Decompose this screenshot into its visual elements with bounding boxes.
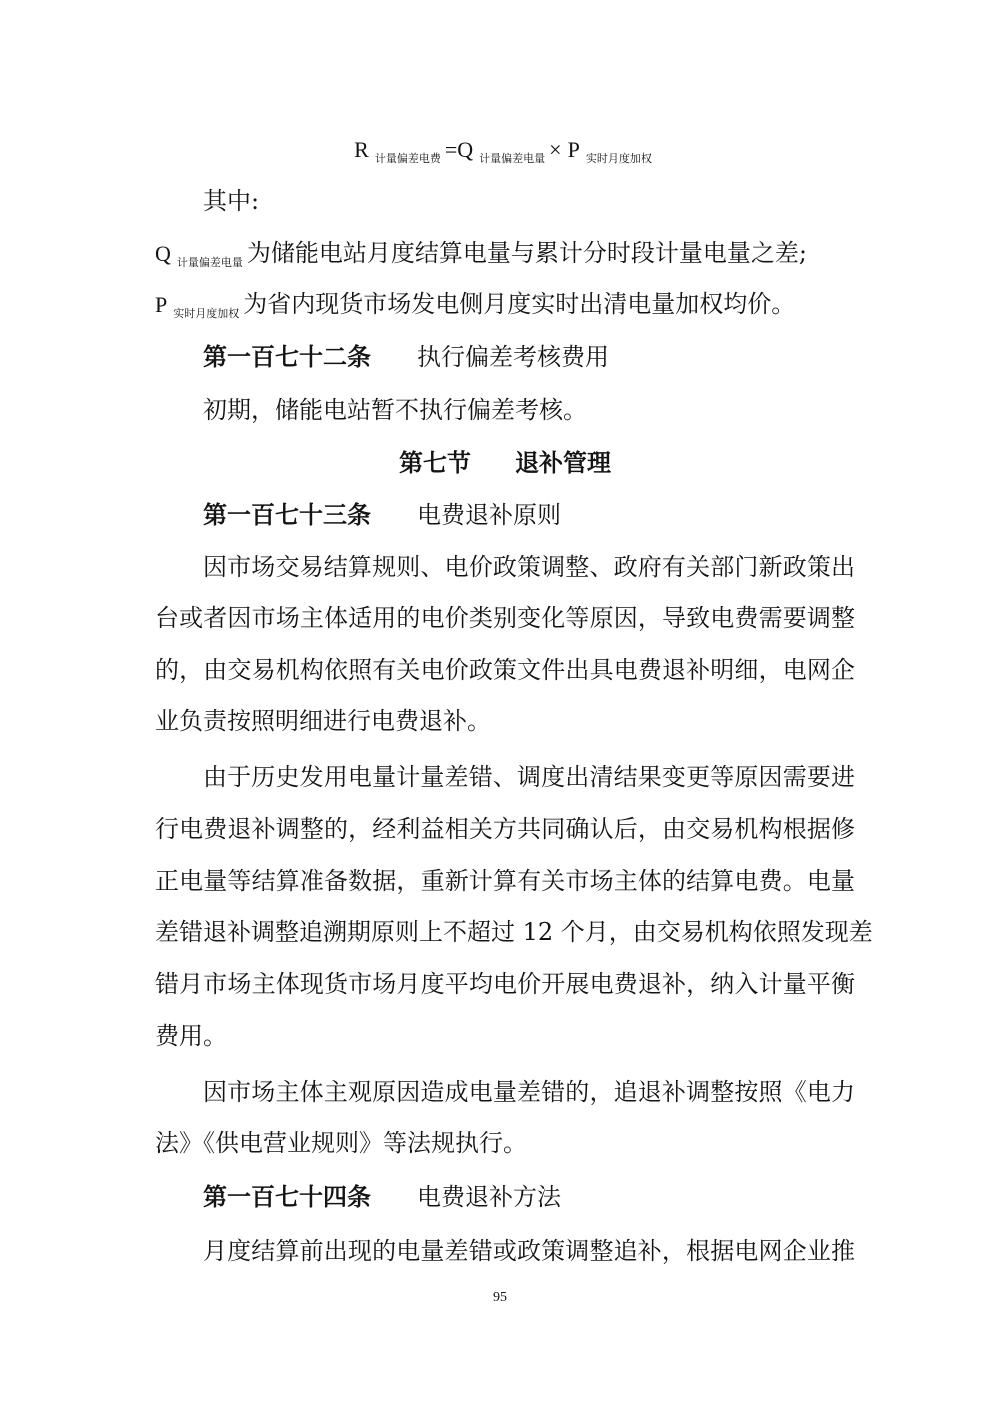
article-173-para2-line6: 费用。 — [155, 1022, 227, 1050]
article-173-para1-line3: 的，由交易机构依照有关电价政策文件出具电费退补明细，电网企 — [155, 656, 855, 684]
article-173-para1-line2: 台或者因市场主体适用的电价类别变化等原因，导致电费需要调整 — [155, 604, 855, 632]
article-173-title: 电费退补原则 — [417, 501, 561, 529]
definition-q — [155, 238, 855, 273]
article-173-para3-line1: 因市场主体主观原因造成电量差错的，追退补调整按照《电力 — [203, 1078, 855, 1106]
article-172-number: 第一百七十二条 — [203, 342, 371, 371]
formula-p-subscript: 实时月度加权 — [585, 153, 652, 165]
article-173-para3-line2: 法》《供电营业规则》等法规执行。 — [155, 1129, 527, 1157]
article-173-number: 第一百七十三条 — [203, 500, 371, 529]
article-173-para2-line2: 行电费退补调整的，经利益相关方共同确认后，由交易机构根据修 — [155, 815, 855, 843]
formula-r-subscript: 计量偏差电费 — [374, 153, 441, 165]
article-174-title: 电费退补方法 — [417, 1183, 561, 1211]
definition-q-text: 为储能电站月度结算电量与累计分时段计量电量之差; — [246, 239, 807, 267]
definition-q-subscript: 计量偏差电量 — [176, 256, 243, 269]
definition-p-subscript: 实时月度加权 — [173, 307, 240, 320]
where-label: 其中: — [203, 187, 260, 215]
article-173-para2-line4: 差错退补调整追溯期原则上不超过 12 个月，由交易机构依照发现差 — [155, 918, 873, 946]
formula-equals: = — [444, 137, 458, 162]
article-173-para2-line1: 由于历史发用电量计量差错、调度出清结果变更等原因需要进 — [203, 763, 855, 791]
article-174-number: 第一百七十四条 — [203, 1182, 371, 1211]
article-172-body: 初期，储能电站暂不执行偏差考核。 — [203, 396, 587, 424]
section-7-heading — [155, 448, 855, 478]
article-172-heading — [203, 342, 855, 372]
definition-q-symbol: Q — [155, 241, 171, 266]
section-7-title: 退补管理 — [515, 448, 611, 477]
definition-p-text: 为省内现货市场发电侧月度实时出清电量加权均价。 — [243, 290, 796, 318]
article-173-para2-line3: 正电量等结算准备数据，重新计算有关市场主体的结算电费。电量 — [155, 867, 855, 895]
definition-p — [155, 289, 855, 324]
formula-q-subscript: 计量偏差电量 — [479, 153, 546, 165]
article-173-para1-line4: 业负责按照明细进行电费退补。 — [155, 707, 491, 735]
article-173-para2-line5: 错月市场主体现货市场月度平均电价开展电费退补，纳入计量平衡 — [155, 970, 855, 998]
article-174-para1-line1: 月度结算前出现的电量差错或政策调整追补，根据电网企业推 — [203, 1237, 855, 1265]
article-172-title: 执行偏差考核费用 — [417, 343, 609, 371]
page-number: 95 — [493, 1290, 507, 1305]
section-7-number: 第七节 — [399, 448, 471, 477]
article-173-heading — [203, 500, 855, 530]
formula-q: Q — [457, 137, 474, 162]
article-173-para1-line1: 因市场交易结算规则、电价政策调整、政府有关部门新政策出 — [203, 553, 855, 581]
formula-times: × — [549, 137, 562, 162]
formula-r: R — [354, 137, 369, 162]
formula-p: P — [567, 137, 580, 162]
formula — [155, 135, 855, 169]
definition-p-symbol: P — [155, 292, 168, 317]
article-174-heading — [203, 1182, 855, 1212]
